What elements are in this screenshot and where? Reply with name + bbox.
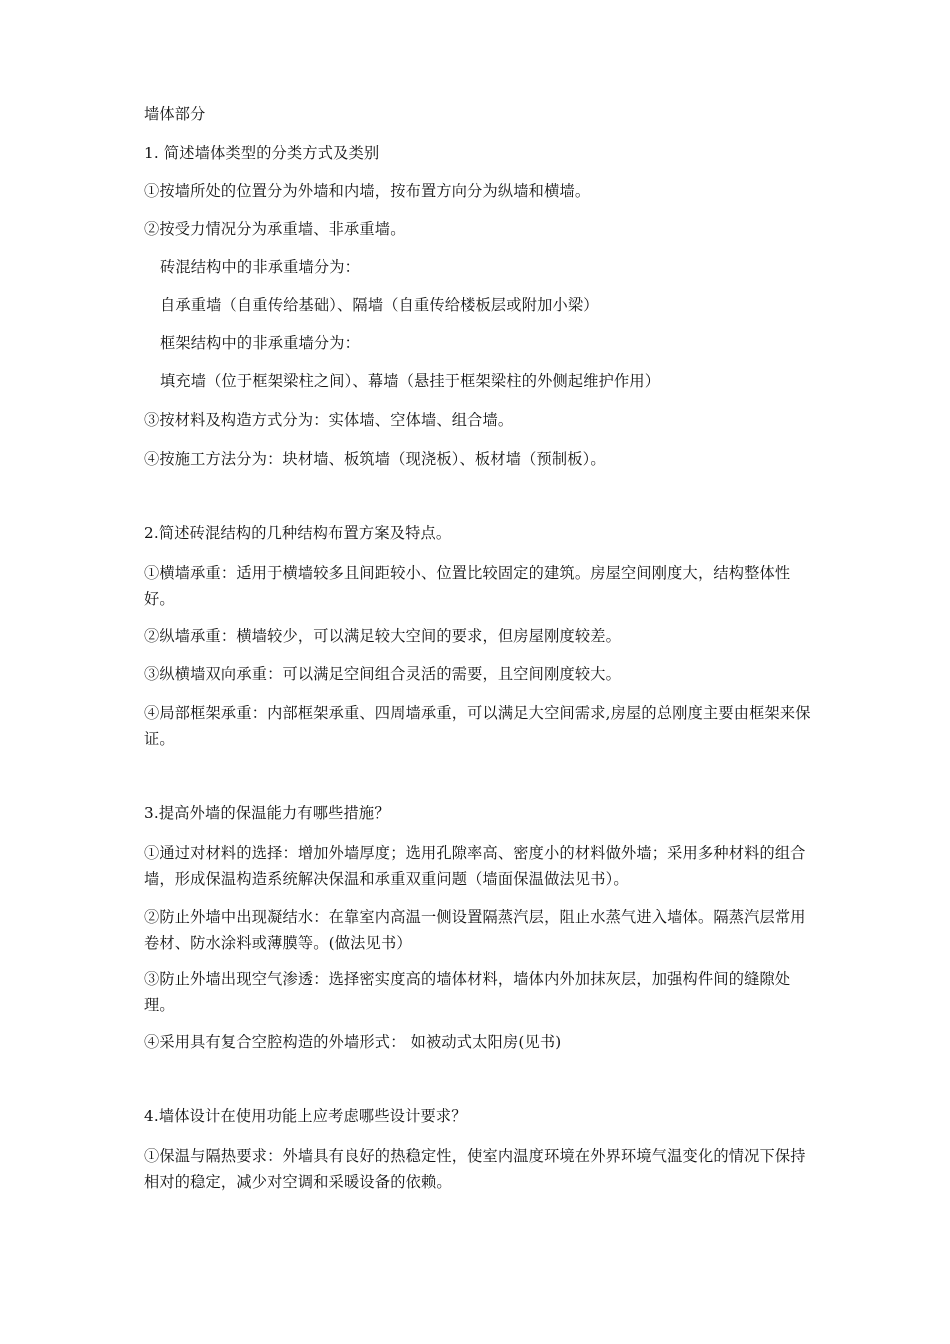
q1-answer-2-sub-2: 自承重墙（自重传给基础）、隔墙（自重传给楼板层或附加小梁） xyxy=(160,296,599,314)
q3-answer-2: ②防止外墙中出现凝结水：在靠室内高温一侧设置隔蒸汽层，阻止水蒸气进入墙体。隔蒸汽层常用卷材、防水涂料或薄膜等。(做法见书） xyxy=(144,908,806,952)
q3-title: 3.提高外墙的保温能力有哪些措施？ xyxy=(144,804,390,822)
q3-answer-1: ①通过对材料的选择：增加外墙厚度；选用孔隙率高、密度小的材料做外墙；采用多种材料的组合墙，形成保温构造系统解决保温和承重双重问题（墙面保温做法见书）。 xyxy=(144,844,806,888)
q3-answer-3: ③防止外墙出现空气渗透：选择密实度高的墙体材料，墙体内外加抹灰层，加强构件间的缝隙处理。 xyxy=(144,970,791,1014)
q2-title: 2.简述砖混结构的几种结构布置方案及特点。 xyxy=(144,524,452,542)
q1-answer-1: ①按墙所处的位置分为外墙和内墙，按布置方向分为纵墙和横墙。 xyxy=(144,182,591,200)
q1-answer-2: ②按受力情况分为承重墙、非承重墙。 xyxy=(144,220,406,238)
q1-answer-2-sub-3: 框架结构中的非承重墙分为： xyxy=(160,334,361,352)
q1-answer-3: ③按材料及构造方式分为：实体墙、空体墙、组合墙。 xyxy=(144,411,514,429)
q1-answer-2-sub-1: 砖混结构中的非承重墙分为： xyxy=(160,258,361,276)
q2-answer-2: ②纵墙承重：横墙较少，可以满足较大空间的要求，但房屋刚度较差。 xyxy=(144,627,622,645)
q4-answer-1: ①保温与隔热要求：外墙具有良好的热稳定性，使室内温度环境在外界环境气温变化的情况下保持相对的稳定，减少对空调和采暖设备的依赖。 xyxy=(144,1147,806,1191)
q1-answer-2-sub-4: 填充墙（位于框架梁柱之间）、幕墙（悬挂于框架梁柱的外侧起维护作用） xyxy=(160,372,661,390)
q2-answer-3: ③纵横墙双向承重：可以满足空间组合灵活的需要，且空间刚度较大。 xyxy=(144,665,622,683)
q2-answer-1: ①横墙承重：适用于横墙较多且间距较小、位置比较固定的建筑。房屋空间刚度大，结构整体性好。 xyxy=(144,564,791,608)
document-heading: 墙体部分 xyxy=(144,105,206,123)
q1-title: 1. 简述墙体类型的分类方式及类别 xyxy=(144,144,380,162)
q2-answer-4: ④局部框架承重：内部框架承重、四周墙承重，可以满足大空间需求,房屋的总刚度主要由框架来保证。 xyxy=(144,704,811,748)
q4-title: 4.墙体设计在使用功能上应考虑哪些设计要求？ xyxy=(144,1107,467,1125)
q1-answer-4: ④按施工方法分为：块材墙、板筑墙（现浇板）、板材墙（预制板）。 xyxy=(144,450,606,468)
q3-answer-4: ④采用具有复合空腔构造的外墙形式： 如被动式太阳房(见书) xyxy=(144,1033,562,1051)
